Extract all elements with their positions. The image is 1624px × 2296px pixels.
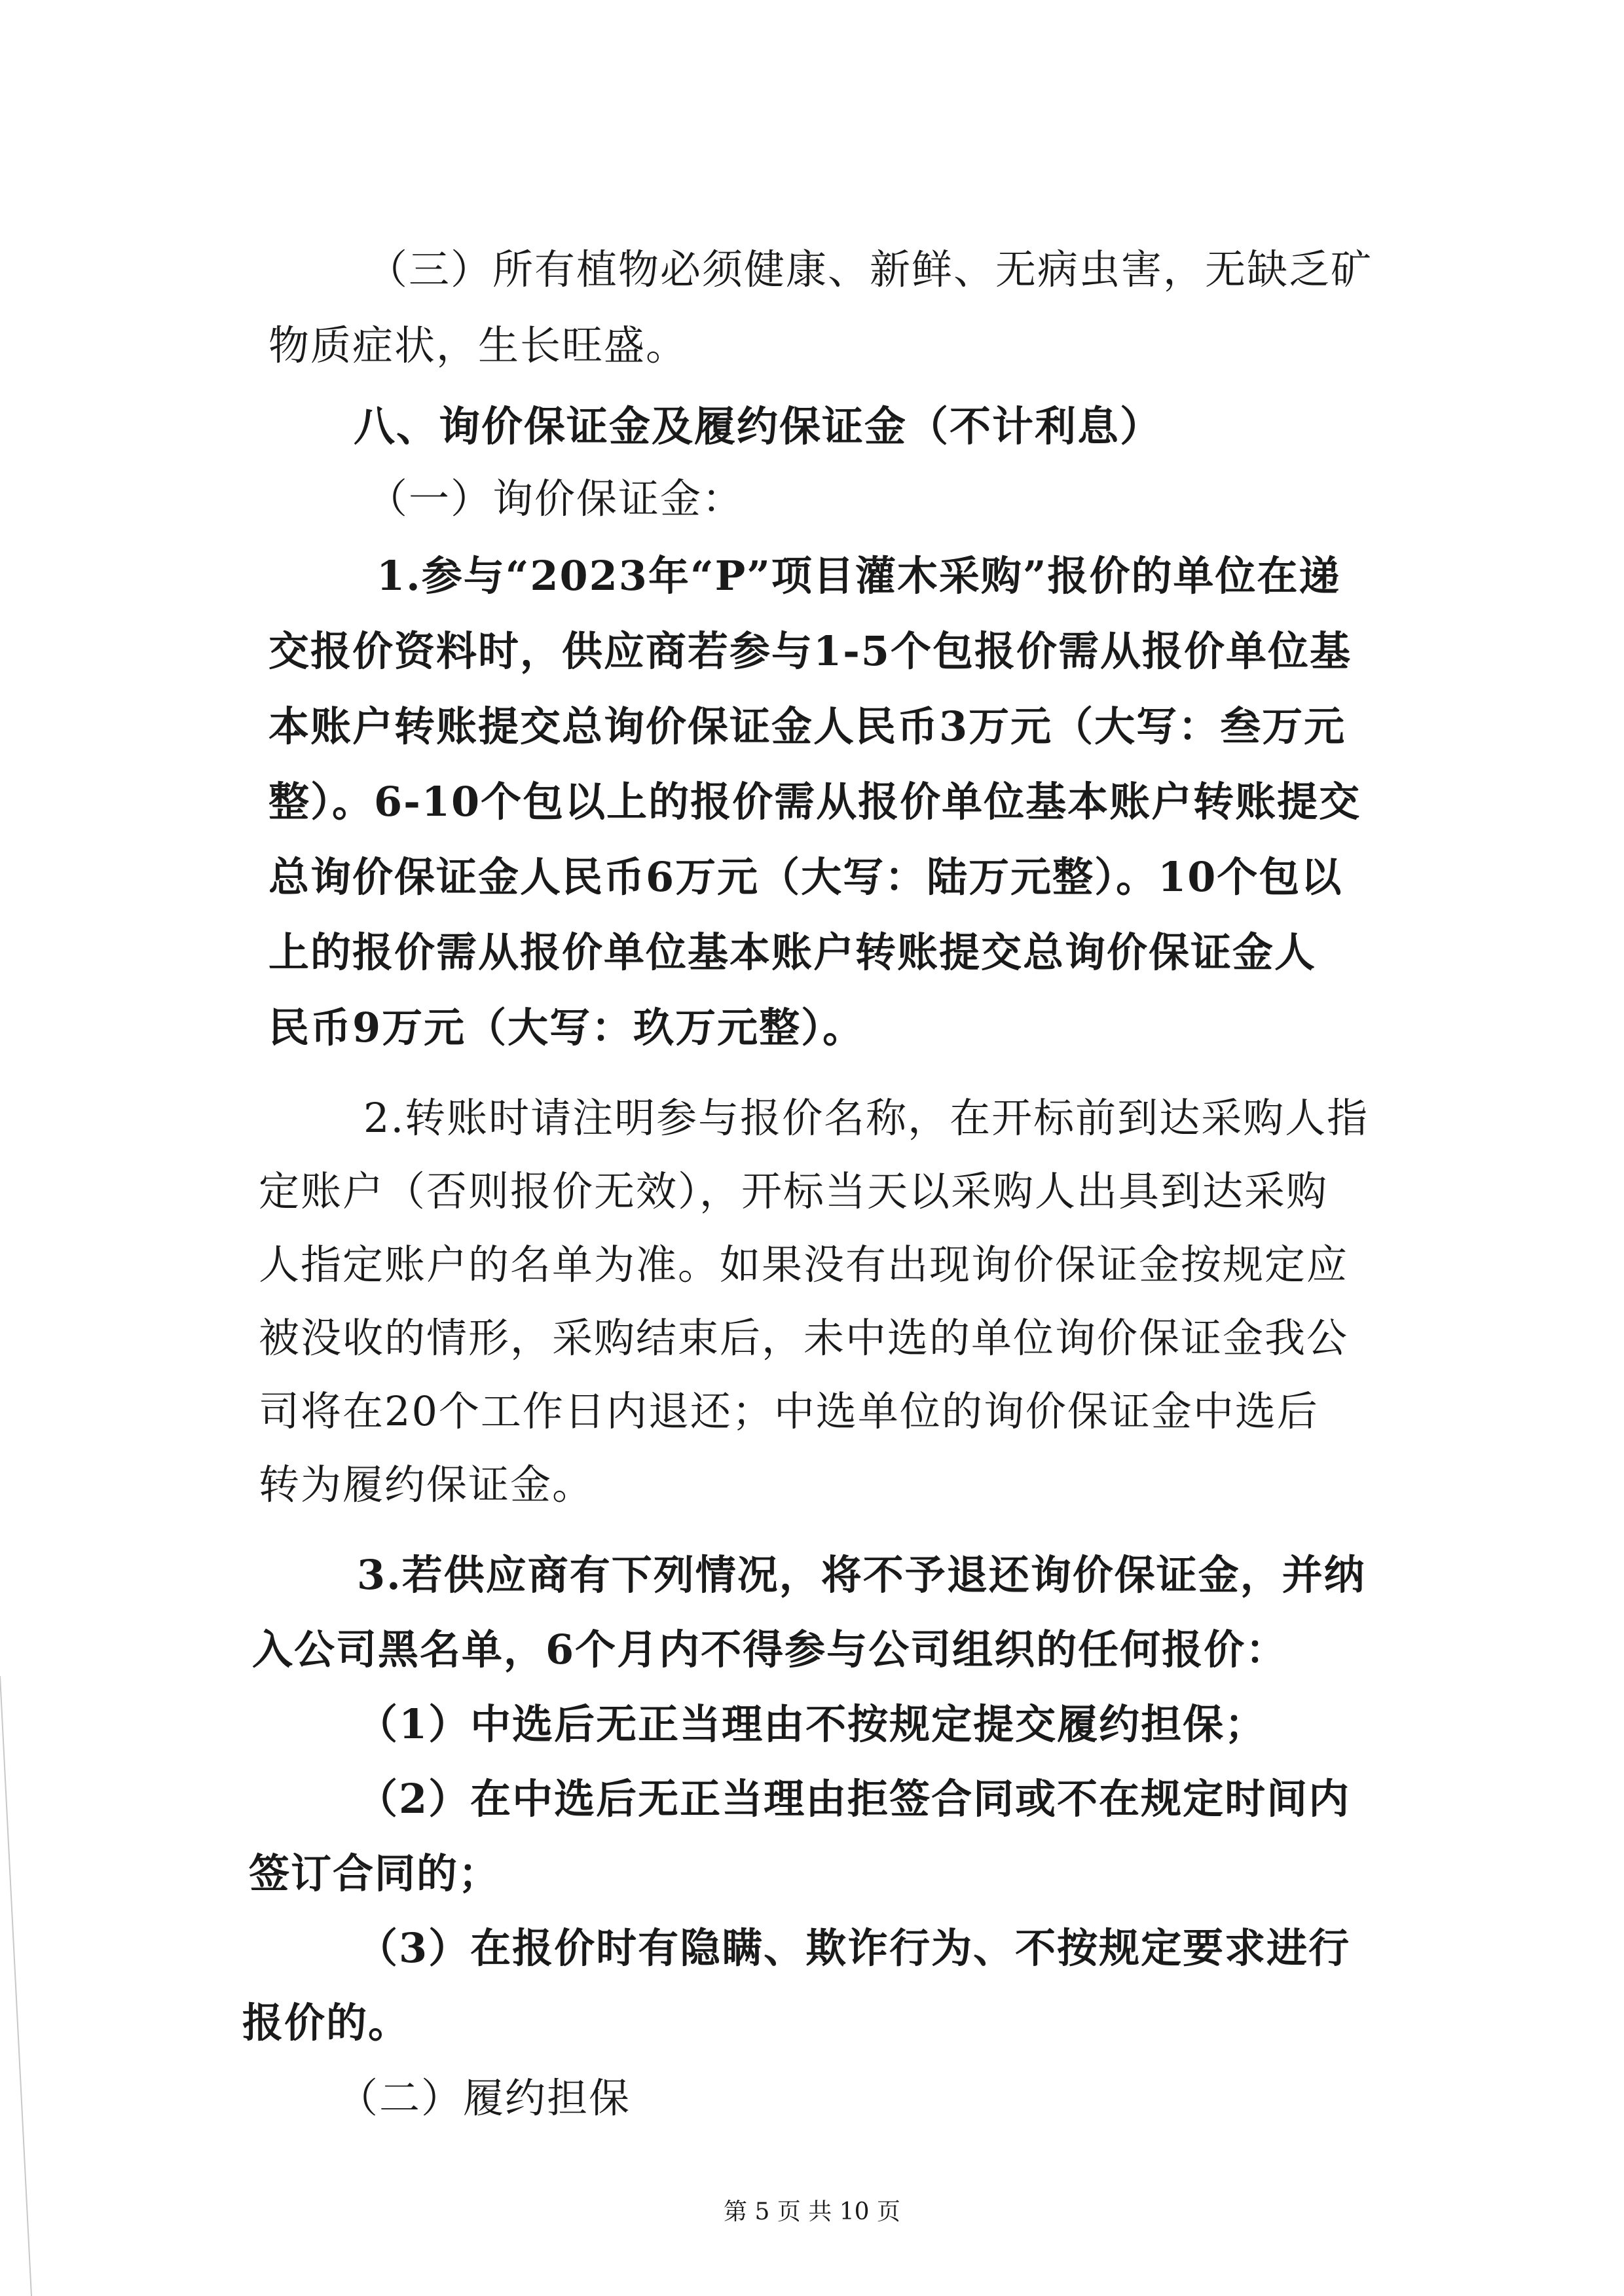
body-line: 转为履约保证金。 [259,1461,595,1508]
list-item: （2）在中选后无正当理由拒签合同或不在规定时间内 [357,1775,1351,1823]
body-line: 总询价保证金人民币6万元（大写：陆万元整）。10个包以 [268,853,1343,901]
body-line: 被没收的情形，采购结束后，未中选的单位询价保证金我公 [259,1314,1349,1362]
list-item: （3）在报价时有隐瞒、欺诈行为、不按规定要求进行 [357,1924,1351,1972]
body-line: 入公司黑名单，6个月内不得参与公司组织的任何报价： [252,1626,1288,1673]
body-line: 1.参与“2023年“P”项目灌木采购”报价的单位在递 [377,552,1341,600]
body-line: 物质症状，生长旺盛。 [268,321,688,369]
subsection-heading: （二）履约担保 [337,2074,631,2122]
body-line: 本账户转账提交总询价保证金人民币3万元（大写：叁万元 [268,702,1346,750]
body-line: 定账户（否则报价无效），开标当天以采购人出具到达采购 [259,1167,1329,1215]
list-item: 签订合同的； [249,1850,501,1897]
subsection-heading: （一）询价保证金： [367,475,745,522]
body-line: 2.转账时请注明参与报价名称，在开标前到达采购人指 [363,1094,1369,1142]
body-line: 上的报价需从报价单位基本账户转账提交总询价保证金人 [268,928,1317,976]
body-line: 司将在20个工作日内退还；中选单位的询价保证金中选后 [259,1387,1319,1435]
body-line: 民币9万元（大写：玖万元整）。 [268,1004,865,1051]
section-heading: 八、询价保证金及履约保证金（不计利息） [354,403,1162,450]
list-item: 报价的。 [242,1999,411,2047]
body-line: 整）。6-10个包以上的报价需从报价单位基本账户转账提交 [268,778,1361,826]
body-line: 交报价资料时，供应商若参与1-5个包报价需从报价单位基 [268,627,1352,675]
list-item: （1）中选后无正当理由不按规定提交履约担保； [357,1700,1267,1748]
body-line: 3.若供应商有下列情况，将不予退还询价保证金，并纳 [357,1551,1366,1599]
body-line: （三）所有植物必须健康、新鲜、无病虫害，无缺乏矿 [367,246,1373,293]
body-line: 人指定账户的名单为准。如果没有出现询价保证金按规定应 [259,1241,1349,1288]
page-footer: 第 5 页 共 10 页 [724,2198,900,2225]
